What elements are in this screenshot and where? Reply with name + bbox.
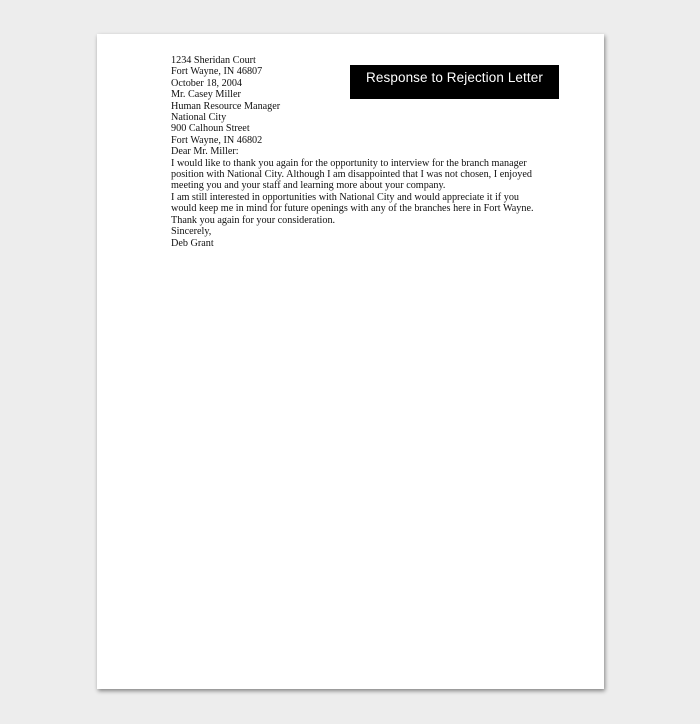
letter-body [171,55,571,249]
signature-name: Deb Grant [171,237,214,249]
paragraph-1-line-1: I would like to thank you again for the opportunity to interview for the branch manager [171,157,527,169]
letter-date: October 18, 2004 [171,77,243,89]
recipient-address [171,89,571,146]
paragraph-1 [171,158,571,192]
paragraph-1-line-3: meeting you and your staff and learning more about your company. [171,180,446,192]
paragraph-1-line-2: position with National City. Although I am disappointed that I was not chosen, I enjoyed [171,169,532,181]
paragraph-2-line-2: would keep me in mind for future openings with any of the branches here in Fort Wayne. [171,203,534,215]
sender-city-line: Fort Wayne, IN 46807 [171,66,263,78]
salutation: Dear Mr. Miller: [171,146,239,158]
sender-address [171,55,571,89]
letter-page [97,34,604,689]
closing: Sincerely, [171,226,212,238]
recipient-company: National City [171,112,227,124]
paragraph-2-line-1: I am still interested in opportunities with National City and would appreciate it if you [171,191,520,203]
recipient-title: Human Resource Manager [171,100,281,112]
document-title-badge: Response to Rejection Letter [350,65,559,99]
sender-street: 1234 Sheridan Court [171,55,256,66]
recipient-name: Mr. Casey Miller [171,89,241,101]
paragraph-3: Thank you again for your consideration. [171,214,336,226]
paragraph-2 [171,192,571,215]
recipient-city-line: Fort Wayne, IN 46802 [171,134,263,146]
recipient-street: 900 Calhoun Street [171,123,250,135]
